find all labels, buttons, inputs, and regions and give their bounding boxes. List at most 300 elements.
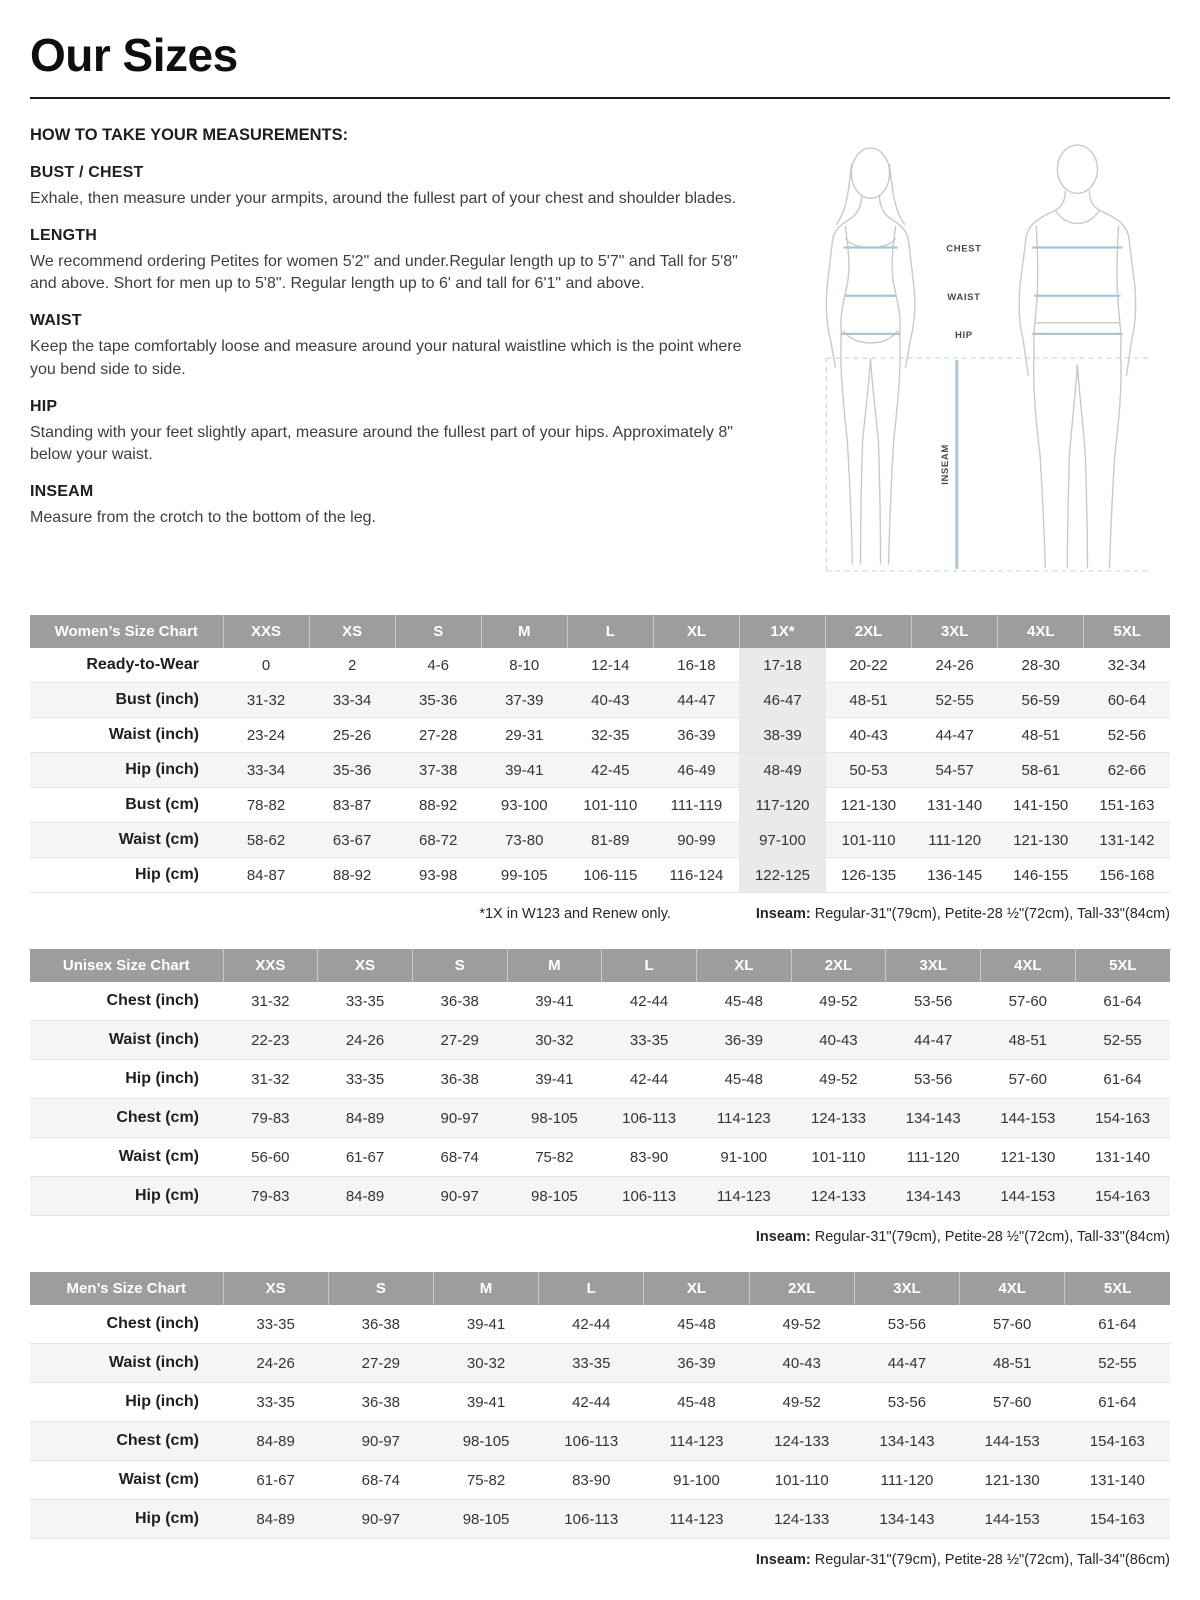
size-value-cell: 90-97 xyxy=(440,1109,479,1127)
table-row xyxy=(30,1060,1170,1099)
section-text: Keep the tape comfortably loose and measure around your natural waistline which is the point where you bend side to side. xyxy=(30,338,742,378)
size-value-cell: 57-60 xyxy=(992,1393,1032,1411)
size-column-header: XL xyxy=(644,1272,749,1305)
size-diagram-svg xyxy=(798,126,1170,588)
size-value-cell: 12-14 xyxy=(591,656,630,674)
size-value-cell: 84-89 xyxy=(256,1510,295,1528)
size-value-cell: 90-97 xyxy=(361,1510,401,1528)
size-value-cell: 156-168 xyxy=(1099,866,1155,884)
section-length xyxy=(30,227,775,296)
inseam-guide-dashes xyxy=(826,358,1151,571)
size-value-cell: 33-34 xyxy=(332,691,372,709)
size-value-cell: 52-55 xyxy=(935,691,974,709)
size-value-cell: 97-100 xyxy=(739,823,825,858)
size-value-cell: 61-64 xyxy=(1103,992,1142,1010)
size-value-cell: 73-80 xyxy=(505,831,544,849)
section-hip xyxy=(30,398,775,467)
size-value-cell: 131-140 xyxy=(1095,1148,1151,1166)
size-column-header: S xyxy=(395,615,481,648)
size-value-cell: 45-48 xyxy=(724,1070,763,1088)
size-column-header: XXS xyxy=(223,615,309,648)
size-value-cell: 31-32 xyxy=(246,691,286,709)
size-value-cell: 44-47 xyxy=(677,691,716,709)
table-row xyxy=(30,1422,1170,1461)
size-value-cell: 68-72 xyxy=(419,831,458,849)
size-column-header: 2XL xyxy=(791,949,886,982)
table-title: Men’s Size Chart xyxy=(30,1272,223,1305)
row-label: Chest (inch) xyxy=(106,992,199,1009)
size-column-header: 3XL xyxy=(912,615,998,648)
size-value-cell: 37-39 xyxy=(505,691,544,709)
inseam-footnote-text: Regular-31"(79cm), Petite-28 ½"(72cm), Tall-33"(84cm) xyxy=(810,1229,1170,1245)
size-column-header: XS xyxy=(223,1272,328,1305)
table-title: Women’s Size Chart xyxy=(30,615,223,648)
measurement-lines xyxy=(840,248,1122,569)
table-row xyxy=(30,648,1170,683)
size-value-cell: 111-120 xyxy=(906,1148,960,1166)
size-column-header: S xyxy=(328,1272,433,1305)
waist-label: WAIST xyxy=(947,291,981,303)
size-value-cell: 124-133 xyxy=(774,1432,830,1450)
man-figure xyxy=(1019,145,1136,568)
size-value-cell: 52-56 xyxy=(1107,726,1147,744)
size-value-cell: 0 xyxy=(261,656,271,674)
size-value-cell: 111-120 xyxy=(880,1471,934,1489)
table-row xyxy=(30,1177,1170,1216)
table-row xyxy=(30,858,1170,893)
size-value-cell: 30-32 xyxy=(466,1354,506,1372)
size-value-cell: 24-26 xyxy=(345,1031,385,1049)
inseam-label: INSEAM xyxy=(939,444,951,485)
size-value-cell: 61-67 xyxy=(256,1471,295,1489)
size-column-header: 2XL xyxy=(826,615,912,648)
unisex-table-footnotes xyxy=(30,1229,1170,1245)
size-value-cell: 81-89 xyxy=(591,831,630,849)
size-value-cell: 106-113 xyxy=(564,1510,619,1528)
size-value-cell: 58-62 xyxy=(246,831,286,849)
section-title: BUST / CHEST xyxy=(30,164,144,181)
size-value-cell: 42-44 xyxy=(629,992,669,1010)
size-value-cell: 144-153 xyxy=(984,1432,1040,1450)
table-row xyxy=(30,1500,1170,1539)
size-value-cell: 45-48 xyxy=(677,1393,716,1411)
size-value-cell: 101-110 xyxy=(583,796,638,814)
size-value-cell: 39-41 xyxy=(466,1315,506,1333)
size-value-cell: 42-45 xyxy=(591,761,630,779)
size-value-cell: 134-143 xyxy=(905,1109,961,1127)
size-value-cell: 134-143 xyxy=(905,1187,961,1205)
size-value-cell: 57-60 xyxy=(1008,992,1048,1010)
size-value-cell: 75-82 xyxy=(535,1148,574,1166)
size-value-cell: 48-51 xyxy=(1008,1031,1048,1049)
size-value-cell: 20-22 xyxy=(849,656,888,674)
row-label: Hip (inch) xyxy=(125,1070,199,1087)
top-section xyxy=(30,126,1170,588)
size-value-cell: 141-150 xyxy=(1013,796,1069,814)
size-value-cell: 93-98 xyxy=(419,866,458,884)
size-value-cell: 68-74 xyxy=(440,1148,479,1166)
size-value-cell: 144-153 xyxy=(984,1510,1040,1528)
size-value-cell: 49-52 xyxy=(782,1315,821,1333)
size-column-header: 5XL xyxy=(1065,1272,1170,1305)
size-value-cell: 2 xyxy=(347,656,357,674)
size-value-cell: 48-51 xyxy=(992,1354,1032,1372)
size-value-cell: 114-123 xyxy=(716,1109,771,1127)
size-value-cell: 30-32 xyxy=(535,1031,574,1049)
size-column-header: M xyxy=(433,1272,538,1305)
size-value-cell: 39-41 xyxy=(505,761,544,779)
size-value-cell: 36-39 xyxy=(677,726,716,744)
size-value-cell: 131-142 xyxy=(1099,831,1155,849)
size-value-cell: 114-123 xyxy=(669,1510,724,1528)
size-value-cell: 146-155 xyxy=(1013,866,1069,884)
size-value-cell: 84-89 xyxy=(256,1432,295,1450)
size-value-cell: 57-60 xyxy=(992,1315,1032,1333)
size-value-cell: 8-10 xyxy=(509,656,540,674)
section-title: HIP xyxy=(30,397,58,415)
mens-table-footnotes xyxy=(30,1552,1170,1568)
size-value-cell: 33-35 xyxy=(256,1315,295,1333)
size-value-cell: 154-163 xyxy=(1095,1109,1151,1127)
size-value-cell: 28-30 xyxy=(1021,656,1060,674)
size-value-cell: 117-120 xyxy=(739,788,825,823)
size-value-cell: 58-61 xyxy=(1021,761,1060,779)
size-value-cell: 39-41 xyxy=(535,1070,574,1088)
inseam-footnote-label: Inseam: xyxy=(755,906,811,922)
size-value-cell: 90-99 xyxy=(677,831,716,849)
size-column-header: 3XL xyxy=(886,949,981,982)
size-value-cell: 93-100 xyxy=(500,796,548,814)
size-value-cell: 36-38 xyxy=(440,992,479,1010)
inseam-footnote-text: Regular-31"(79cm), Petite-28 ½"(72cm), Tall-33"(84cm) xyxy=(810,906,1170,922)
size-value-cell: 52-55 xyxy=(1098,1354,1137,1372)
section-inseam xyxy=(30,483,775,530)
woman-figure xyxy=(826,148,914,564)
size-column-header: 4XL xyxy=(998,615,1084,648)
size-value-cell: 84-89 xyxy=(345,1187,385,1205)
size-value-cell: 16-18 xyxy=(677,656,716,674)
row-label: Waist (inch) xyxy=(108,1031,199,1048)
size-value-cell: 39-41 xyxy=(466,1393,506,1411)
size-value-cell: 4-6 xyxy=(427,656,450,674)
size-value-cell: 33-35 xyxy=(256,1393,295,1411)
size-value-cell: 111-120 xyxy=(928,831,982,849)
size-value-cell: 48-49 xyxy=(739,753,825,788)
size-column-header: XXS xyxy=(223,949,318,982)
size-value-cell: 79-83 xyxy=(251,1187,290,1205)
size-value-cell: 61-67 xyxy=(345,1148,385,1166)
size-value-cell: 22-23 xyxy=(251,1031,290,1049)
size-value-cell: 68-74 xyxy=(361,1471,401,1489)
size-value-cell: 91-100 xyxy=(673,1471,720,1489)
inseam-footnote-text: Regular-31"(79cm), Petite-28 ½"(72cm), Tall-34"(86cm) xyxy=(810,1552,1170,1568)
size-value-cell: 144-153 xyxy=(1000,1109,1056,1127)
size-value-cell: 131-140 xyxy=(927,796,983,814)
unisex-inseam-footnote xyxy=(756,1229,1170,1245)
diagram-labels xyxy=(940,244,982,485)
size-value-cell: 98-105 xyxy=(531,1187,578,1205)
size-value-cell: 131-140 xyxy=(1089,1471,1145,1489)
row-label: Hip (cm) xyxy=(135,1510,199,1527)
table-row xyxy=(30,823,1170,858)
size-value-cell: 31-32 xyxy=(251,992,290,1010)
table-row xyxy=(30,718,1170,753)
size-value-cell: 126-135 xyxy=(841,866,897,884)
measurement-diagram xyxy=(798,126,1170,588)
size-value-cell: 50-53 xyxy=(849,761,888,779)
size-value-cell: 124-133 xyxy=(774,1510,830,1528)
size-value-cell: 99-105 xyxy=(500,866,548,884)
size-value-cell: 144-153 xyxy=(1000,1187,1056,1205)
size-value-cell: 60-64 xyxy=(1107,691,1147,709)
row-label: Bust (inch) xyxy=(115,691,199,708)
size-column-header: S xyxy=(412,949,507,982)
size-value-cell: 37-38 xyxy=(419,761,458,779)
size-value-cell: 154-163 xyxy=(1089,1510,1145,1528)
row-label: Ready-to-Wear xyxy=(86,656,199,673)
size-column-header: 1X* xyxy=(739,615,825,648)
womens-inseam-footnote xyxy=(756,906,1170,922)
mens-size-chart-table xyxy=(30,1272,1170,1539)
size-value-cell: 48-51 xyxy=(1021,726,1060,744)
size-value-cell: 79-83 xyxy=(251,1109,290,1127)
measurements-heading: HOW TO TAKE YOUR MEASUREMENTS: xyxy=(30,126,349,144)
chest-label: CHEST xyxy=(946,243,982,255)
table-row xyxy=(30,1099,1170,1138)
size-column-header: L xyxy=(539,1272,644,1305)
size-value-cell: 78-82 xyxy=(246,796,286,814)
size-column-header: 5XL xyxy=(1084,615,1170,648)
row-label: Chest (inch) xyxy=(106,1315,199,1332)
row-label: Waist (inch) xyxy=(108,726,199,743)
size-column-header: XS xyxy=(309,615,395,648)
size-value-cell: 17-18 xyxy=(739,648,825,683)
size-value-cell: 111-119 xyxy=(670,796,723,814)
size-value-cell: 84-87 xyxy=(246,866,286,884)
size-value-cell: 33-34 xyxy=(246,761,286,779)
size-value-cell: 31-32 xyxy=(251,1070,290,1088)
size-value-cell: 91-100 xyxy=(720,1148,768,1166)
size-value-cell: 75-82 xyxy=(466,1471,506,1489)
size-value-cell: 42-44 xyxy=(572,1315,611,1333)
size-value-cell: 48-51 xyxy=(849,691,888,709)
table-row xyxy=(30,1344,1170,1383)
size-value-cell: 106-113 xyxy=(622,1109,677,1127)
size-value-cell: 57-60 xyxy=(1008,1070,1048,1088)
size-column-header: 5XL xyxy=(1075,949,1170,982)
size-value-cell: 116-124 xyxy=(669,866,724,884)
size-value-cell: 42-44 xyxy=(629,1070,669,1088)
size-value-cell: 35-36 xyxy=(332,761,372,779)
size-value-cell: 27-29 xyxy=(440,1031,479,1049)
size-value-cell: 36-39 xyxy=(724,1031,763,1049)
size-value-cell: 121-130 xyxy=(1000,1148,1056,1166)
size-value-cell: 24-26 xyxy=(935,656,974,674)
row-label: Hip (inch) xyxy=(125,1393,199,1410)
size-column-header: XL xyxy=(696,949,791,982)
size-value-cell: 134-143 xyxy=(879,1432,935,1450)
womens-size-chart-table xyxy=(30,615,1170,893)
table-row xyxy=(30,1138,1170,1177)
size-value-cell: 49-52 xyxy=(819,1070,858,1088)
row-label: Chest (cm) xyxy=(116,1432,199,1449)
table-row xyxy=(30,1383,1170,1422)
size-value-cell: 63-67 xyxy=(332,831,372,849)
size-value-cell: 106-115 xyxy=(583,866,638,884)
inseam-footnote-label: Inseam: xyxy=(755,1229,811,1245)
table-row xyxy=(30,753,1170,788)
size-value-cell: 98-105 xyxy=(462,1510,510,1528)
size-value-cell: 46-49 xyxy=(677,761,716,779)
size-value-cell: 88-92 xyxy=(332,866,372,884)
row-label: Chest (cm) xyxy=(116,1109,199,1126)
section-text: Measure from the crotch to the bottom of the leg. xyxy=(30,509,376,527)
size-value-cell: 106-113 xyxy=(622,1187,677,1205)
size-value-cell: 36-38 xyxy=(361,1393,401,1411)
size-value-cell: 101-110 xyxy=(811,1148,866,1166)
size-column-header: M xyxy=(481,615,567,648)
size-value-cell: 61-64 xyxy=(1098,1315,1137,1333)
size-value-cell: 25-26 xyxy=(332,726,372,744)
size-value-cell: 83-90 xyxy=(629,1148,669,1166)
row-label: Waist (cm) xyxy=(118,1471,199,1488)
row-label: Waist (cm) xyxy=(118,831,199,848)
size-value-cell: 88-92 xyxy=(419,796,458,814)
size-column-header: XS xyxy=(318,949,413,982)
size-value-cell: 83-90 xyxy=(572,1471,611,1489)
size-value-cell: 40-43 xyxy=(782,1354,821,1372)
size-value-cell: 32-35 xyxy=(591,726,630,744)
table-row xyxy=(30,1305,1170,1344)
size-value-cell: 53-56 xyxy=(913,1070,953,1088)
section-title: WAIST xyxy=(30,312,82,330)
womens-1x-footnote: *1X in W123 and Renew only. xyxy=(479,906,671,922)
inseam-footnote-label: Inseam: xyxy=(755,1552,811,1568)
size-value-cell: 84-89 xyxy=(345,1109,385,1127)
size-value-cell: 35-36 xyxy=(419,691,458,709)
size-value-cell: 36-39 xyxy=(677,1354,716,1372)
size-value-cell: 46-47 xyxy=(739,683,825,718)
section-bust-chest xyxy=(30,164,775,211)
size-value-cell: 40-43 xyxy=(819,1031,858,1049)
section-text: Exhale, then measure under your armpits, around the fullest part of your chest and shoulder blades. xyxy=(30,190,737,207)
size-value-cell: 45-48 xyxy=(677,1315,716,1333)
size-value-cell: 61-64 xyxy=(1103,1070,1142,1088)
size-value-cell: 44-47 xyxy=(913,1031,953,1049)
size-column-header: 4XL xyxy=(981,949,1076,982)
row-label: Hip (inch) xyxy=(125,761,199,778)
size-value-cell: 49-52 xyxy=(782,1393,821,1411)
table-title: Unisex Size Chart xyxy=(30,949,223,982)
header-row xyxy=(30,1272,1170,1305)
size-value-cell: 61-64 xyxy=(1098,1393,1137,1411)
size-value-cell: 39-41 xyxy=(535,992,574,1010)
size-value-cell: 56-59 xyxy=(1021,691,1060,709)
size-value-cell: 53-56 xyxy=(887,1393,927,1411)
row-label: Hip (cm) xyxy=(135,1187,199,1204)
table-row xyxy=(30,683,1170,718)
size-value-cell: 49-52 xyxy=(819,992,858,1010)
row-label: Hip (cm) xyxy=(135,866,199,883)
size-value-cell: 32-34 xyxy=(1107,656,1147,674)
size-column-header: 4XL xyxy=(960,1272,1065,1305)
size-value-cell: 114-123 xyxy=(716,1187,771,1205)
size-value-cell: 122-125 xyxy=(739,858,825,893)
size-value-cell: 98-105 xyxy=(462,1432,510,1450)
page-title: Our Sizes xyxy=(30,29,238,81)
size-value-cell: 154-163 xyxy=(1095,1187,1151,1205)
table-row xyxy=(30,1461,1170,1500)
size-value-cell: 134-143 xyxy=(879,1510,935,1528)
size-value-cell: 40-43 xyxy=(849,726,888,744)
header-row xyxy=(30,615,1170,648)
size-value-cell: 54-57 xyxy=(935,761,974,779)
size-value-cell: 45-48 xyxy=(724,992,763,1010)
size-column-header: 2XL xyxy=(749,1272,854,1305)
size-value-cell: 124-133 xyxy=(810,1187,866,1205)
size-value-cell: 62-66 xyxy=(1107,761,1147,779)
size-value-cell: 56-60 xyxy=(251,1148,290,1166)
size-value-cell: 98-105 xyxy=(531,1109,578,1127)
size-value-cell: 121-130 xyxy=(1013,831,1069,849)
womens-table-footnotes xyxy=(30,906,1170,922)
row-label: Waist (cm) xyxy=(118,1148,199,1165)
mens-inseam-footnote xyxy=(756,1552,1170,1568)
size-value-cell: 38-39 xyxy=(739,718,825,753)
table-row xyxy=(30,1021,1170,1060)
title-divider xyxy=(30,97,1170,99)
size-column-header: L xyxy=(567,615,653,648)
hip-label: HIP xyxy=(955,329,973,341)
size-value-cell: 44-47 xyxy=(887,1354,927,1372)
size-value-cell: 106-113 xyxy=(564,1432,619,1450)
size-value-cell: 90-97 xyxy=(361,1432,401,1450)
size-column-header: M xyxy=(507,949,602,982)
size-value-cell: 121-130 xyxy=(841,796,897,814)
size-value-cell: 33-35 xyxy=(572,1354,611,1372)
size-value-cell: 53-56 xyxy=(913,992,953,1010)
header-row xyxy=(30,949,1170,982)
unisex-size-chart-table xyxy=(30,949,1170,1216)
size-value-cell: 121-130 xyxy=(984,1471,1040,1489)
size-value-cell: 83-87 xyxy=(332,796,372,814)
size-value-cell: 53-56 xyxy=(887,1315,927,1333)
size-column-header: L xyxy=(602,949,697,982)
table-row xyxy=(30,982,1170,1021)
size-value-cell: 52-55 xyxy=(1103,1031,1142,1049)
size-value-cell: 33-35 xyxy=(629,1031,669,1049)
section-title: LENGTH xyxy=(30,226,97,244)
size-value-cell: 33-35 xyxy=(345,992,385,1010)
size-value-cell: 27-28 xyxy=(419,726,458,744)
size-value-cell: 33-35 xyxy=(345,1070,385,1088)
row-label: Waist (inch) xyxy=(108,1354,199,1371)
size-value-cell: 24-26 xyxy=(256,1354,295,1372)
size-value-cell: 40-43 xyxy=(591,691,630,709)
size-column-header: 3XL xyxy=(854,1272,959,1305)
size-value-cell: 36-38 xyxy=(440,1070,479,1088)
section-title: INSEAM xyxy=(30,483,94,501)
size-value-cell: 114-123 xyxy=(669,1432,724,1450)
size-value-cell: 136-145 xyxy=(927,866,983,884)
section-text: Standing with your feet slightly apart, measure around the fullest part of your hips. Approximately 8" below your waist. xyxy=(30,423,733,464)
size-value-cell: 151-163 xyxy=(1099,796,1155,814)
measurement-instructions xyxy=(30,126,775,588)
size-value-cell: 154-163 xyxy=(1089,1432,1145,1450)
size-value-cell: 101-110 xyxy=(774,1471,829,1489)
size-value-cell: 90-97 xyxy=(440,1187,479,1205)
size-value-cell: 44-47 xyxy=(935,726,974,744)
